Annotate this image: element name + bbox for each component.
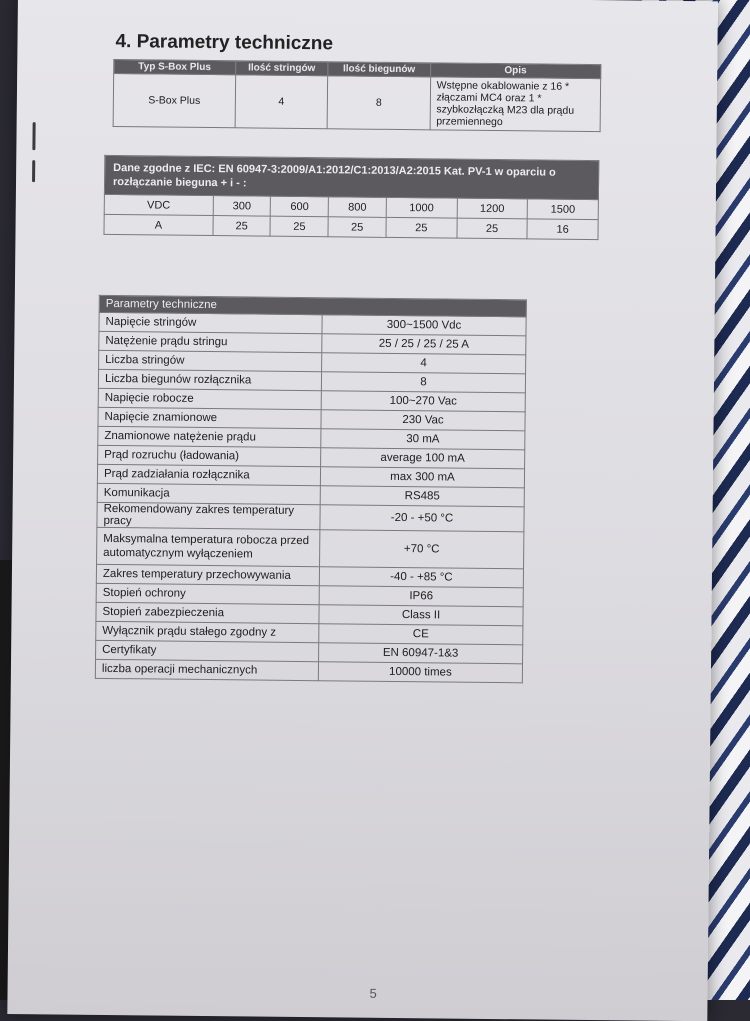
param-value: 25 / 25 / 25 / 25 A — [322, 334, 526, 355]
param-value: max 300 mA — [320, 467, 524, 488]
param-name: Liczba biegunów rozłącznika — [98, 369, 321, 390]
iec-header-line: Dane zgodne z IEC: EN 60947-3:2009/A1:2012/C1:2013/A2:2015 Kat. PV-1 w oparciu o — [113, 162, 556, 179]
cell: A — [104, 214, 213, 235]
param-value: IP66 — [319, 586, 523, 607]
param-value: +70 °C — [320, 530, 524, 569]
param-value: 300~1500 Vdc — [322, 315, 526, 336]
param-name: Natężenie prądu stringu — [99, 331, 322, 352]
param-value: -40 - +85 °C — [319, 567, 523, 588]
binder-mark — [32, 122, 35, 150]
param-name: liczba operacji mechanicznych — [95, 659, 318, 680]
cell: 800 — [328, 197, 386, 218]
cell: 25 — [457, 218, 528, 239]
param-value: 10000 times — [318, 662, 522, 683]
desc-line: Wstępne okablowanie z 16 * — [436, 79, 570, 93]
param-name: Prąd zadziałania rozłącznika — [97, 464, 320, 485]
param-value: RS485 — [320, 486, 524, 507]
header-type: Typ S-Box Plus — [114, 60, 236, 75]
cell: 25 — [386, 217, 457, 238]
product-table — [113, 59, 602, 132]
document-page — [7, 0, 718, 1021]
binder-mark — [32, 160, 35, 182]
param-name: Stopień ochrony — [96, 583, 319, 604]
param-value: 100~270 Vac — [321, 391, 525, 412]
cell-poles: 8 — [327, 76, 430, 130]
parameters-header: Parametry techniczne — [99, 295, 526, 316]
param-value: 30 mA — [321, 429, 525, 450]
cell-type: S-Box Plus — [113, 74, 235, 128]
param-name: Certyfikaty — [96, 640, 319, 661]
cell: 25 — [328, 217, 386, 238]
param-name: Komunikacja — [97, 483, 320, 504]
desc-line: przemiennego — [436, 115, 503, 129]
iec-table — [103, 155, 599, 240]
cell: 600 — [271, 196, 329, 217]
param-name: Znamionowe natężenie prądu — [98, 426, 321, 447]
param-name: Maksymalna temperatura robocza przed automatycznym wyłączeniem — [97, 527, 320, 566]
cell: 25 — [270, 216, 328, 237]
cell-desc — [430, 77, 601, 132]
param-value: average 100 mA — [321, 448, 525, 469]
table-row — [95, 659, 522, 682]
param-value: -20 - +50 °C — [320, 505, 524, 532]
param-value: 230 Vac — [321, 410, 525, 431]
param-value: EN 60947-1&3 — [319, 643, 523, 664]
param-name: Prąd rozruchu (ładowania) — [98, 445, 321, 466]
desc-line: szybkozłączką M23 dla prądu — [436, 103, 575, 117]
param-name: Napięcie robocze — [98, 388, 321, 409]
table-row — [104, 214, 598, 239]
header-strings: Ilość stringów — [235, 61, 328, 76]
cell-strings: 4 — [235, 75, 328, 129]
param-value: CE — [319, 624, 523, 645]
parameters-table — [95, 295, 527, 683]
param-name: Liczba stringów — [99, 350, 322, 371]
cell: 1000 — [386, 197, 457, 218]
param-value: 8 — [321, 372, 525, 393]
cell: 1500 — [527, 199, 598, 220]
cell: 300 — [213, 196, 271, 217]
param-name: Wyłącznik prądu stałego zgodny z — [96, 621, 319, 642]
cell: 16 — [527, 219, 598, 240]
cell: 1200 — [457, 198, 528, 219]
header-desc: Opis — [430, 63, 601, 79]
iec-header — [104, 155, 598, 199]
param-name: Zakres temperatury przechowywania — [96, 564, 319, 585]
param-name: Napięcie stringów — [99, 312, 322, 333]
section-title: 4. Parametry techniczne — [115, 31, 334, 55]
desc-line: złączami MC4 oraz 1 * — [436, 91, 542, 105]
param-name: Rekomendowany zakres temperatury pracy — [97, 502, 320, 529]
header-poles: Ilość biegunów — [328, 62, 430, 77]
param-name: Napięcie znamionowe — [98, 407, 321, 428]
param-value: 4 — [322, 353, 526, 374]
table-row — [97, 527, 524, 568]
cell: 25 — [213, 216, 271, 237]
param-name: Stopień zabezpieczenia — [96, 602, 319, 623]
param-value: Class II — [319, 605, 523, 626]
page-number: 5 — [369, 985, 377, 1001]
cell: VDC — [104, 194, 213, 215]
iec-header-line: rozłączanie bieguna + i - : — [112, 176, 247, 190]
